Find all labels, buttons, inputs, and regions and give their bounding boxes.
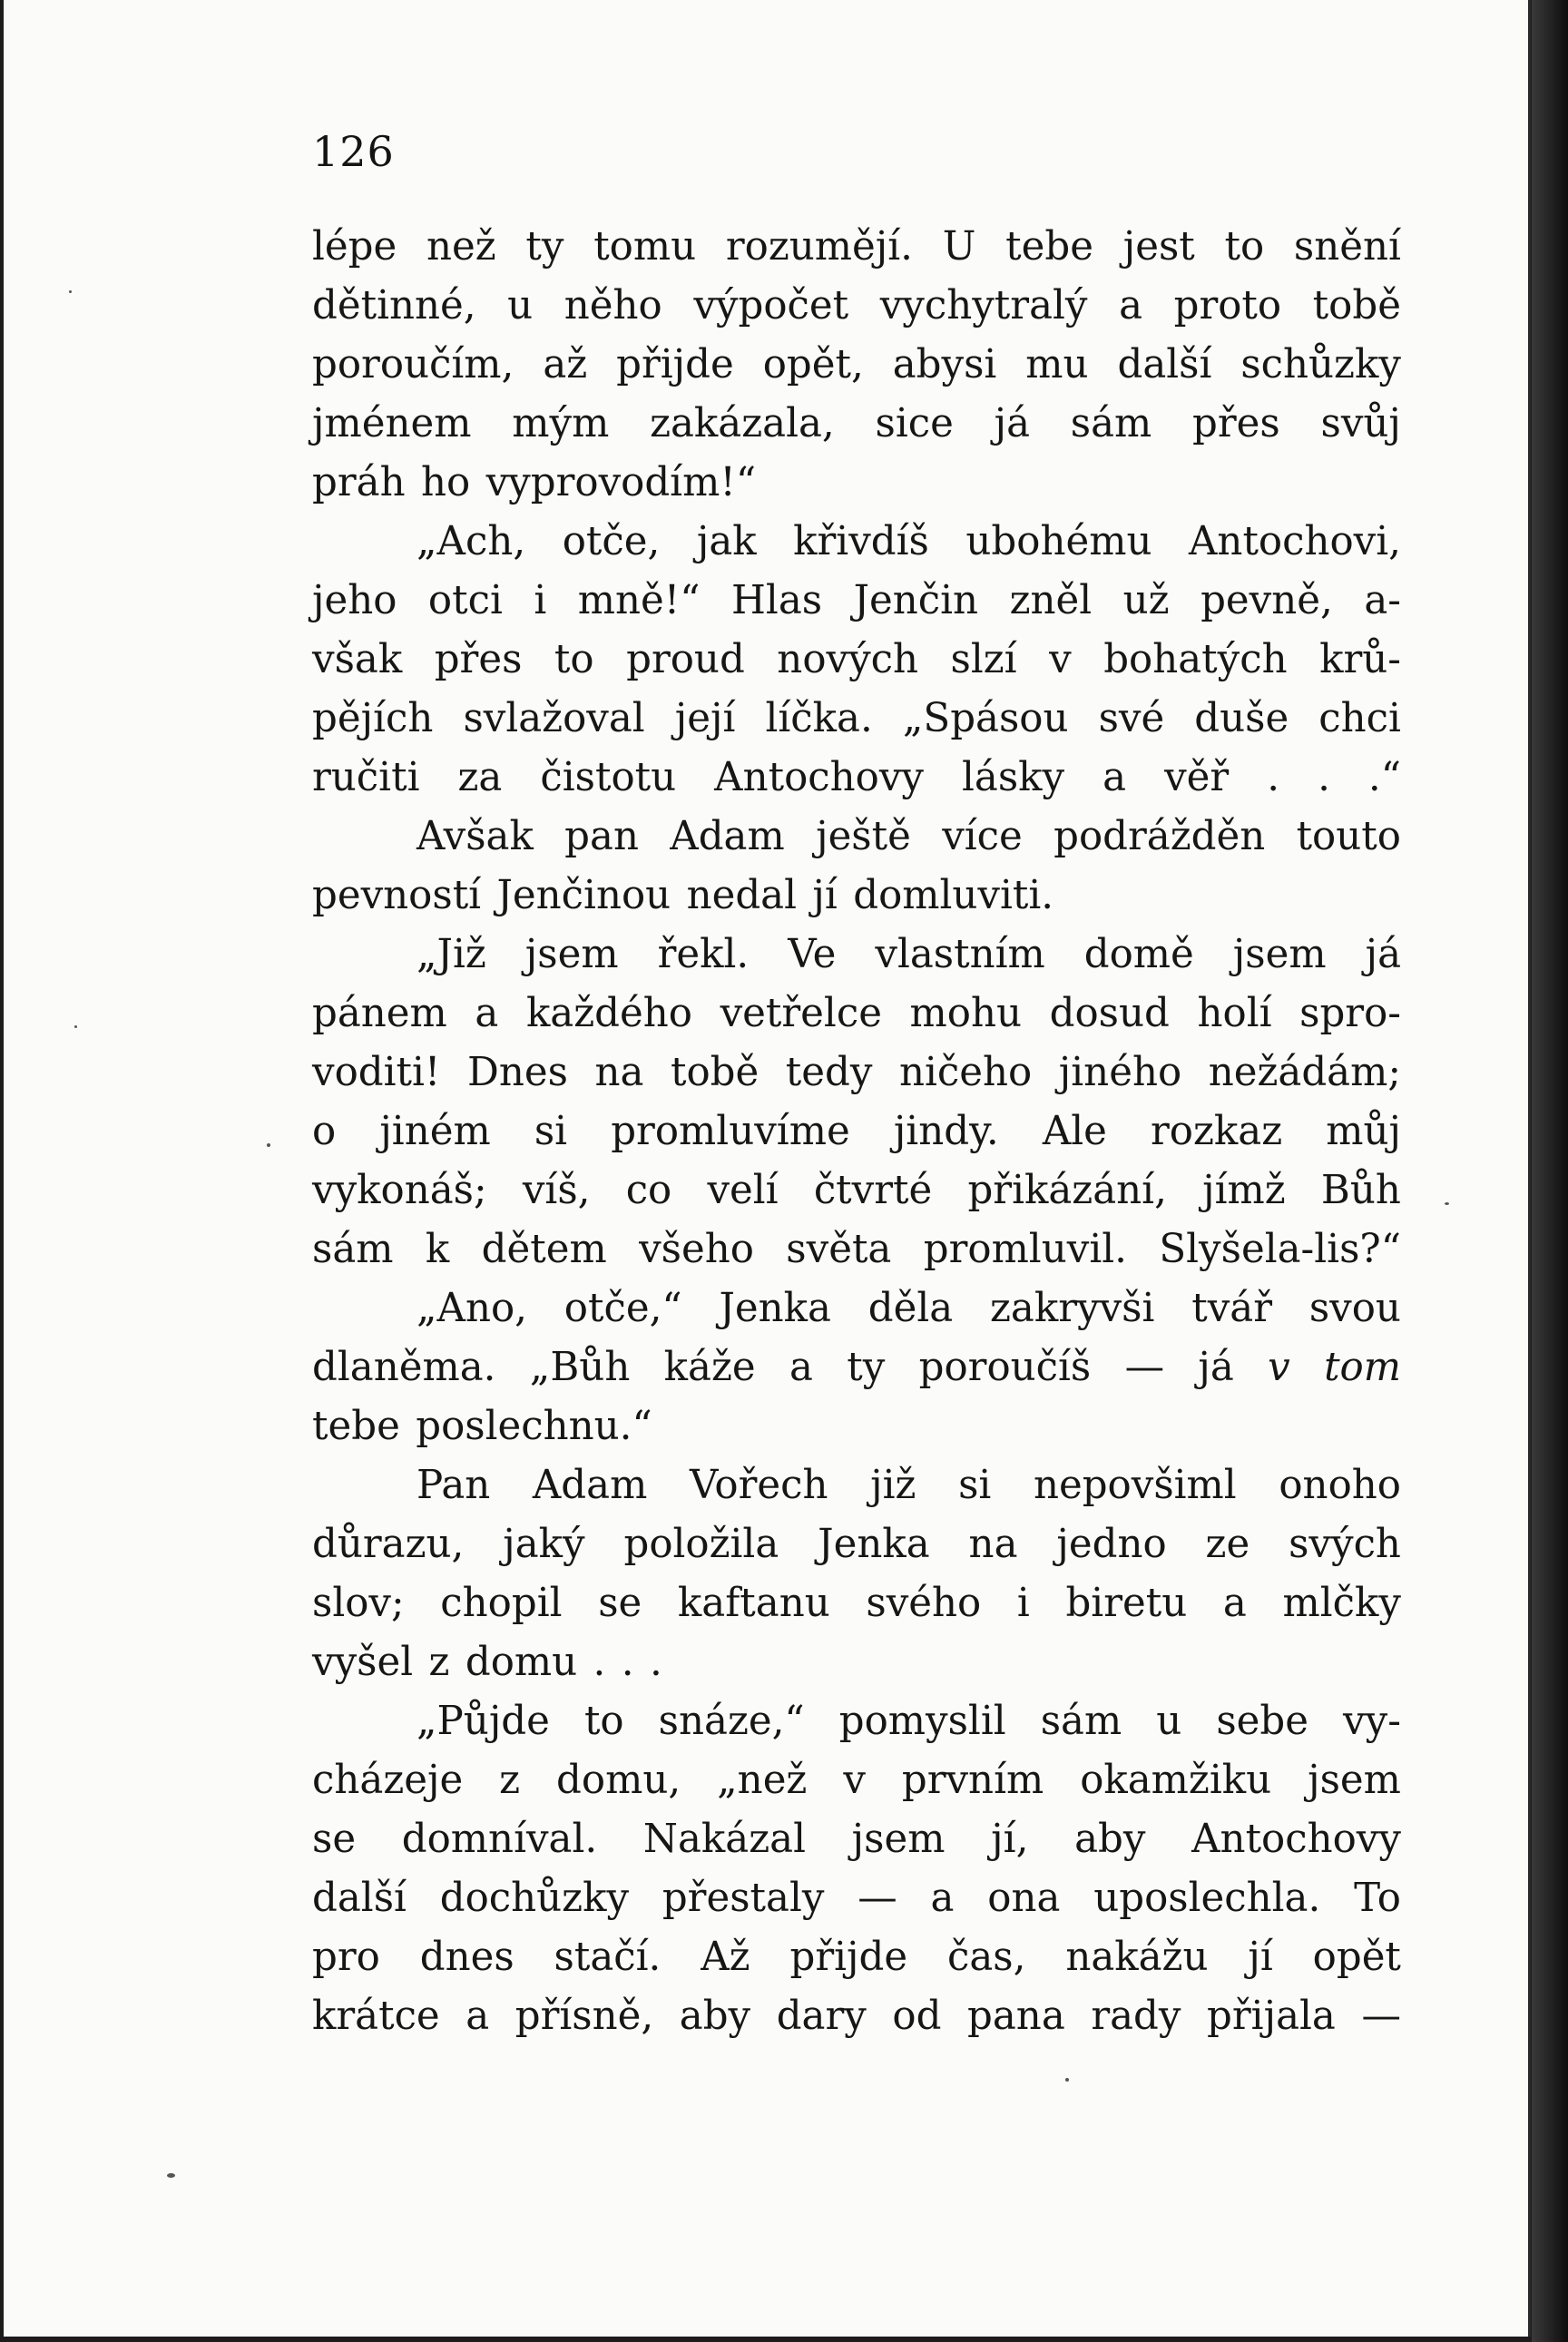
text-line: voditi! Dnes na tobě tedy ničeho jiného nežádám; [312, 1050, 1401, 1095]
body-text [312, 218, 1401, 2046]
scan-speck [1065, 2078, 1069, 2082]
text-line: „Ano, otče,“ Jenka děla zakryvši tvář svou [416, 1286, 1401, 1331]
text-line: tebe poslechnu.“ [312, 1404, 652, 1449]
page-number: 126 [312, 127, 395, 176]
scan-speck [267, 1143, 270, 1147]
text-line: pánem a každého vetřelce mohu dosud holí spro- [312, 991, 1401, 1036]
text-line: další dochůzky přestaly — a ona uposlechla. To [312, 1876, 1401, 1921]
text-line: vykonáš; víš, co velí čtvrté přikázání, jímž Bůh [312, 1168, 1401, 1213]
text-line: slov; chopil se kaftanu svého i biretu a mlčky [312, 1581, 1401, 1626]
text-line: vyšel z domu . . . [312, 1640, 662, 1685]
scan-speck [1445, 1202, 1449, 1205]
text-line: o jiném si promluvíme jindy. Ale rozkaz můj [312, 1109, 1401, 1154]
text-line: Pan Adam Vořech již si nepovšiml onoho [416, 1463, 1401, 1508]
text-line: „Již jsem řekl. Ve vlastním domě jsem já [416, 932, 1401, 977]
text-line: se domníval. Nakázal jsem jí, aby Antochovy [312, 1817, 1401, 1862]
text-line: pevností Jenčinou nedal jí domluviti. [312, 873, 1054, 918]
book-page [4, 0, 1531, 2337]
text-line: lépe než ty tomu rozumějí. U tebe jest to snění [312, 224, 1401, 269]
scan-speck [74, 1025, 77, 1028]
text-line: Avšak pan Adam ještě více podrážděn touto [416, 814, 1401, 859]
text-line: „Půjde to snáze,“ pomyslil sám u sebe vy- [416, 1699, 1401, 1744]
text-line: dětinné, u něho výpočet vychytralý a proto tobě [312, 283, 1401, 328]
text-line: práh ho vyprovodím!“ [312, 460, 757, 505]
text-line: cházeje z domu, „než v prvním okamžiku jsem [312, 1758, 1401, 1803]
text-line: jeho otci i mně!“ Hlas Jenčin zněl už pevně, a- [312, 578, 1401, 623]
scan-edge [1532, 0, 1568, 2342]
text-line: krátce a přísně, aby dary od pana rady přijala — [312, 1994, 1401, 2039]
text-line: důrazu, jaký položila Jenka na jedno ze svých [312, 1522, 1401, 1567]
text-line: pějích svlažoval její líčka. „Spásou své duše chci [312, 696, 1401, 741]
text-line: ručiti za čistotu Antochovy lásky a věř . . .“ [312, 755, 1401, 800]
text-line: dlaněma. „Bůh káže a ty poroučíš — já v tom [312, 1345, 1401, 1390]
text-line: poroučím, až přijde opět, abysi mu další schůzky [312, 342, 1401, 387]
text-line: pro dnes stačí. Až přijde čas, nakážu jí opět [312, 1935, 1401, 1980]
scan-speck [167, 2173, 175, 2178]
text-line: však přes to proud nových slzí v bohatých krů- [312, 637, 1401, 682]
text-line: jménem mým zakázala, sice já sám přes svůj [312, 401, 1401, 446]
text-line: „Ach, otče, jak křivdíš ubohému Antochovi, [416, 519, 1401, 564]
text-line: sám k dětem všeho světa promluvil. Slyšela-lis?“ [312, 1227, 1401, 1272]
scan-speck [69, 290, 72, 293]
